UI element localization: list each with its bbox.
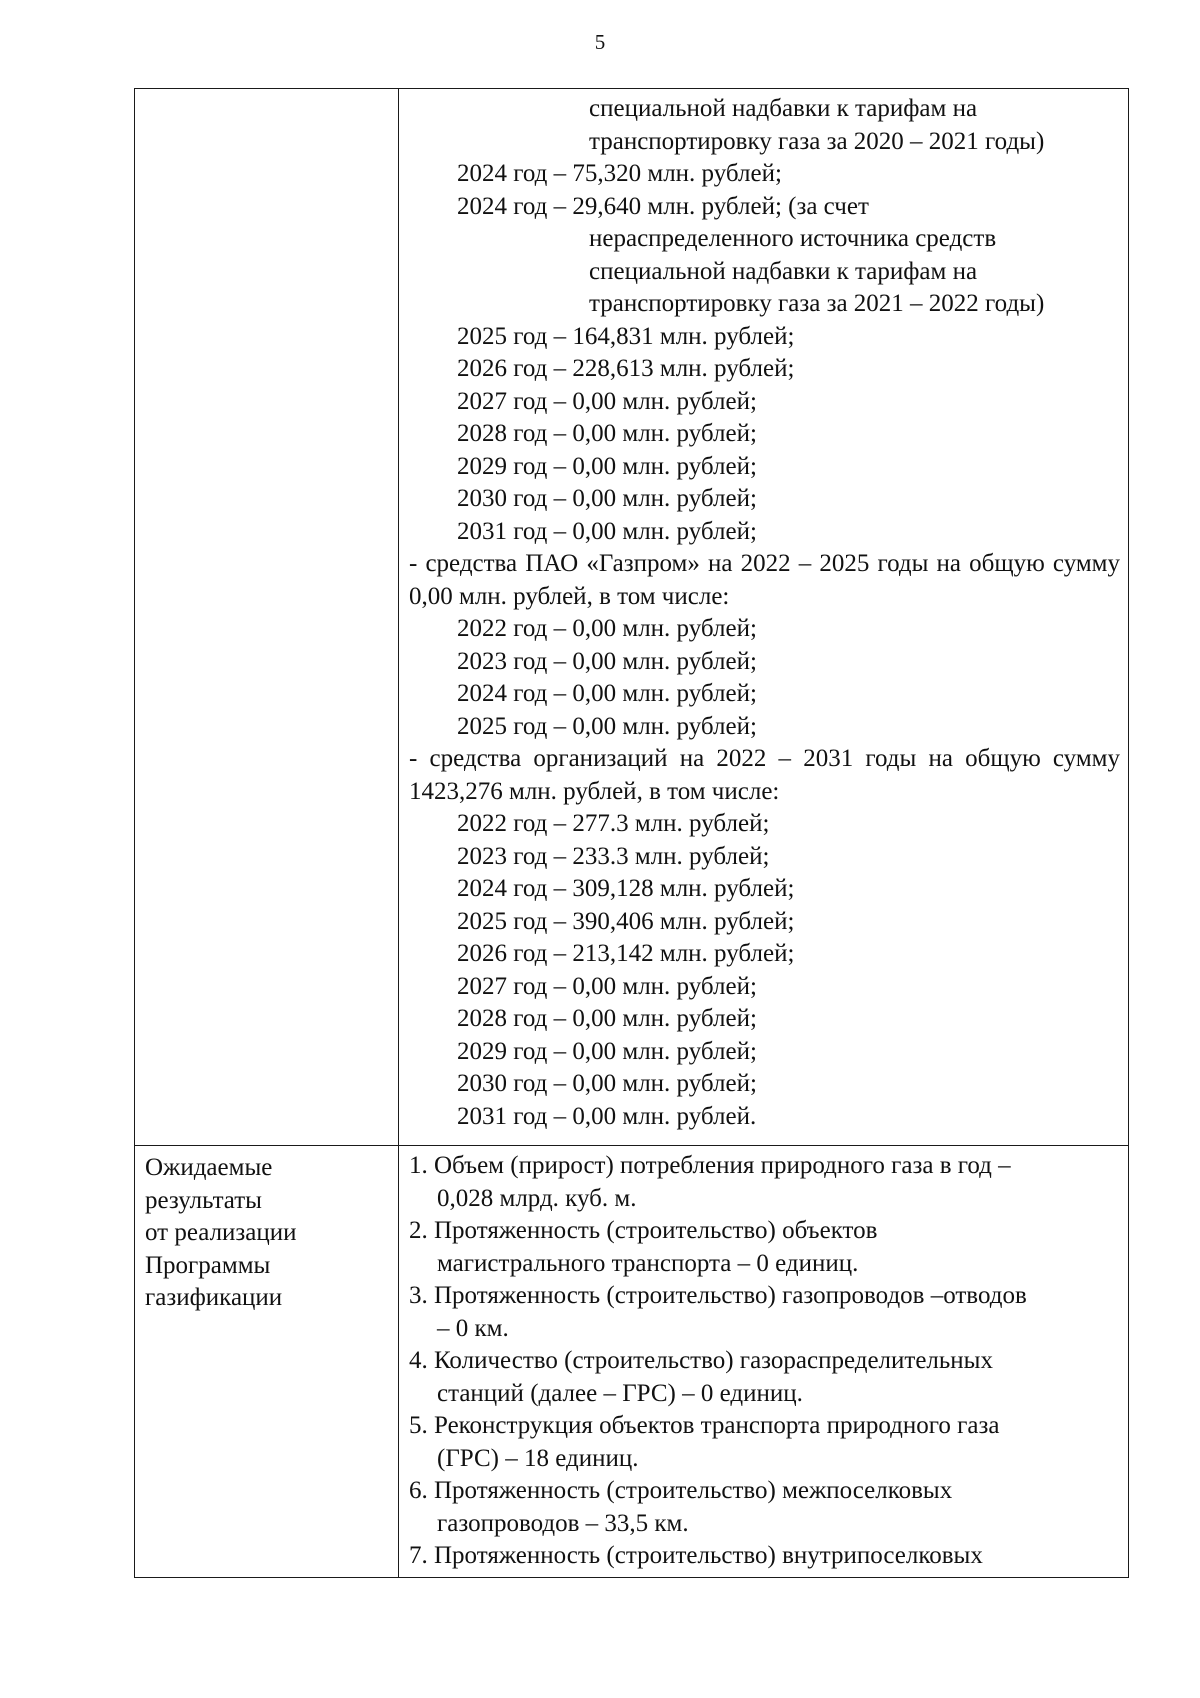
result-item bbox=[409, 1540, 1120, 1573]
organizations-year-line: 2028 год – 0,00 млн. рублей; bbox=[457, 1005, 757, 1032]
result-item-continuation: (ГРС) – 18 единиц. bbox=[437, 1444, 639, 1472]
table-row-funding bbox=[135, 89, 1129, 1146]
result-item-text: 7. Протяженность (строительство) внутрипоселковых bbox=[409, 1542, 983, 1569]
funding-lines bbox=[409, 93, 1120, 548]
gazprom-year-line: 2024 год – 0,00 млн. рублей; bbox=[457, 680, 757, 707]
results-label-line: от реализации bbox=[145, 1219, 297, 1246]
gazprom-year-line: 2023 год – 0,00 млн. рублей; bbox=[457, 647, 757, 675]
funding-year-line: 2028 год – 0,00 млн. рублей; bbox=[457, 420, 757, 447]
funding-note-line: специальной надбавки к тарифам на bbox=[589, 257, 978, 285]
page-number: 5 bbox=[594, 30, 606, 54]
results-label-line: Программы bbox=[145, 1251, 271, 1279]
gazprom-year-line: 2022 год – 0,00 млн. рублей; bbox=[457, 615, 757, 642]
funding-year-line: 2024 год – 29,640 млн. рублей; (за счет bbox=[457, 192, 869, 220]
result-item bbox=[409, 1345, 1120, 1410]
result-item-text: 6. Протяженность (строительство) межпоселковых bbox=[409, 1477, 953, 1504]
result-item-continuation: – 0 км. bbox=[437, 1314, 509, 1342]
results-label-line: газификации bbox=[145, 1284, 283, 1311]
organizations-year-line: 2031 год – 0,00 млн. рублей. bbox=[457, 1102, 757, 1130]
funding-note-line: транспортировку газа за 2020 – 2021 годы) bbox=[589, 127, 1045, 155]
organizations-year-line: 2030 год – 0,00 млн. рублей; bbox=[457, 1070, 757, 1097]
funding-year-line: 2027 год – 0,00 млн. рублей; bbox=[457, 387, 757, 415]
organizations-year-line: 2022 год – 277.3 млн. рублей; bbox=[457, 810, 770, 837]
funding-note-line: специальной надбавки к тарифам на bbox=[589, 95, 978, 122]
organizations-year-line: 2025 год – 390,406 млн. рублей; bbox=[457, 907, 795, 935]
organizations-year-line: 2023 год – 233.3 млн. рублей; bbox=[457, 842, 770, 870]
funding-note-line: транспортировку газа за 2021 – 2022 годы) bbox=[589, 290, 1045, 317]
gazprom-year-line: 2025 год – 0,00 млн. рублей; bbox=[457, 712, 757, 740]
result-item bbox=[409, 1150, 1120, 1215]
organizations-year-line: 2024 год – 309,128 млн. рублей; bbox=[457, 875, 795, 902]
result-item-continuation: станций (далее – ГРС) – 0 единиц. bbox=[437, 1379, 803, 1407]
organizations-year-line: 2027 год – 0,00 млн. рублей; bbox=[457, 972, 757, 1000]
funding-year-line: 2025 год – 164,831 млн. рублей; bbox=[457, 322, 795, 350]
results-label-line: результаты bbox=[145, 1186, 262, 1214]
result-item-text: 1. Объем (прирост) потребления природного газа в год – bbox=[409, 1152, 1011, 1179]
result-item-text: 5. Реконструкция объектов транспорта природного газа bbox=[409, 1412, 1000, 1439]
funding-note-line: нераспределенного источника средств bbox=[589, 225, 997, 252]
funding-year-line: 2029 год – 0,00 млн. рублей; bbox=[457, 452, 757, 480]
funding-year-line: 2030 год – 0,00 млн. рублей; bbox=[457, 485, 757, 512]
result-item bbox=[409, 1215, 1120, 1280]
gazprom-paragraph: - средства ПАО «Газпром» на 2022 – 2025 годы на общую сумму 0,00 млн. рублей, в том числе: bbox=[409, 550, 1120, 610]
funding-label-cell bbox=[135, 89, 399, 1146]
result-item-continuation: 0,028 млрд. куб. м. bbox=[437, 1184, 637, 1212]
result-item bbox=[409, 1410, 1120, 1475]
organizations-year-line: 2029 год – 0,00 млн. рублей; bbox=[457, 1037, 757, 1065]
result-item-continuation: газопроводов – 33,5 км. bbox=[437, 1509, 689, 1537]
funding-year-line: 2026 год – 228,613 млн. рублей; bbox=[457, 355, 795, 382]
result-item-text: 2. Протяженность (строительство) объектов bbox=[409, 1217, 878, 1244]
funding-details-cell bbox=[399, 89, 1129, 1146]
organizations-year-list bbox=[409, 808, 1120, 1133]
funding-year-line: 2031 год – 0,00 млн. рублей; bbox=[457, 517, 757, 545]
organizations-paragraph: - средства организаций на 2022 – 2031 годы на общую сумму 1423,276 млн. рублей, в том числе: bbox=[409, 745, 1120, 805]
organizations-year-line: 2026 год – 213,142 млн. рублей; bbox=[457, 940, 795, 967]
result-item bbox=[409, 1280, 1120, 1345]
results-label bbox=[145, 1152, 388, 1315]
gazprom-year-list bbox=[409, 613, 1120, 743]
results-label-line: Ожидаемые bbox=[145, 1154, 273, 1181]
table-row-results bbox=[135, 1146, 1129, 1578]
result-item bbox=[409, 1475, 1120, 1540]
passport-table bbox=[134, 88, 1129, 1578]
result-item-text: 3. Протяженность (строительство) газопроводов –отводов bbox=[409, 1282, 1027, 1309]
results-details-cell bbox=[399, 1146, 1129, 1578]
results-list bbox=[409, 1150, 1120, 1573]
funding-year-line: 2024 год – 75,320 млн. рублей; bbox=[457, 160, 782, 187]
result-item-continuation: магистрального транспорта – 0 единиц. bbox=[437, 1249, 859, 1277]
result-item-text: 4. Количество (строительство) газораспределительных bbox=[409, 1347, 993, 1374]
results-label-cell bbox=[135, 1146, 399, 1578]
